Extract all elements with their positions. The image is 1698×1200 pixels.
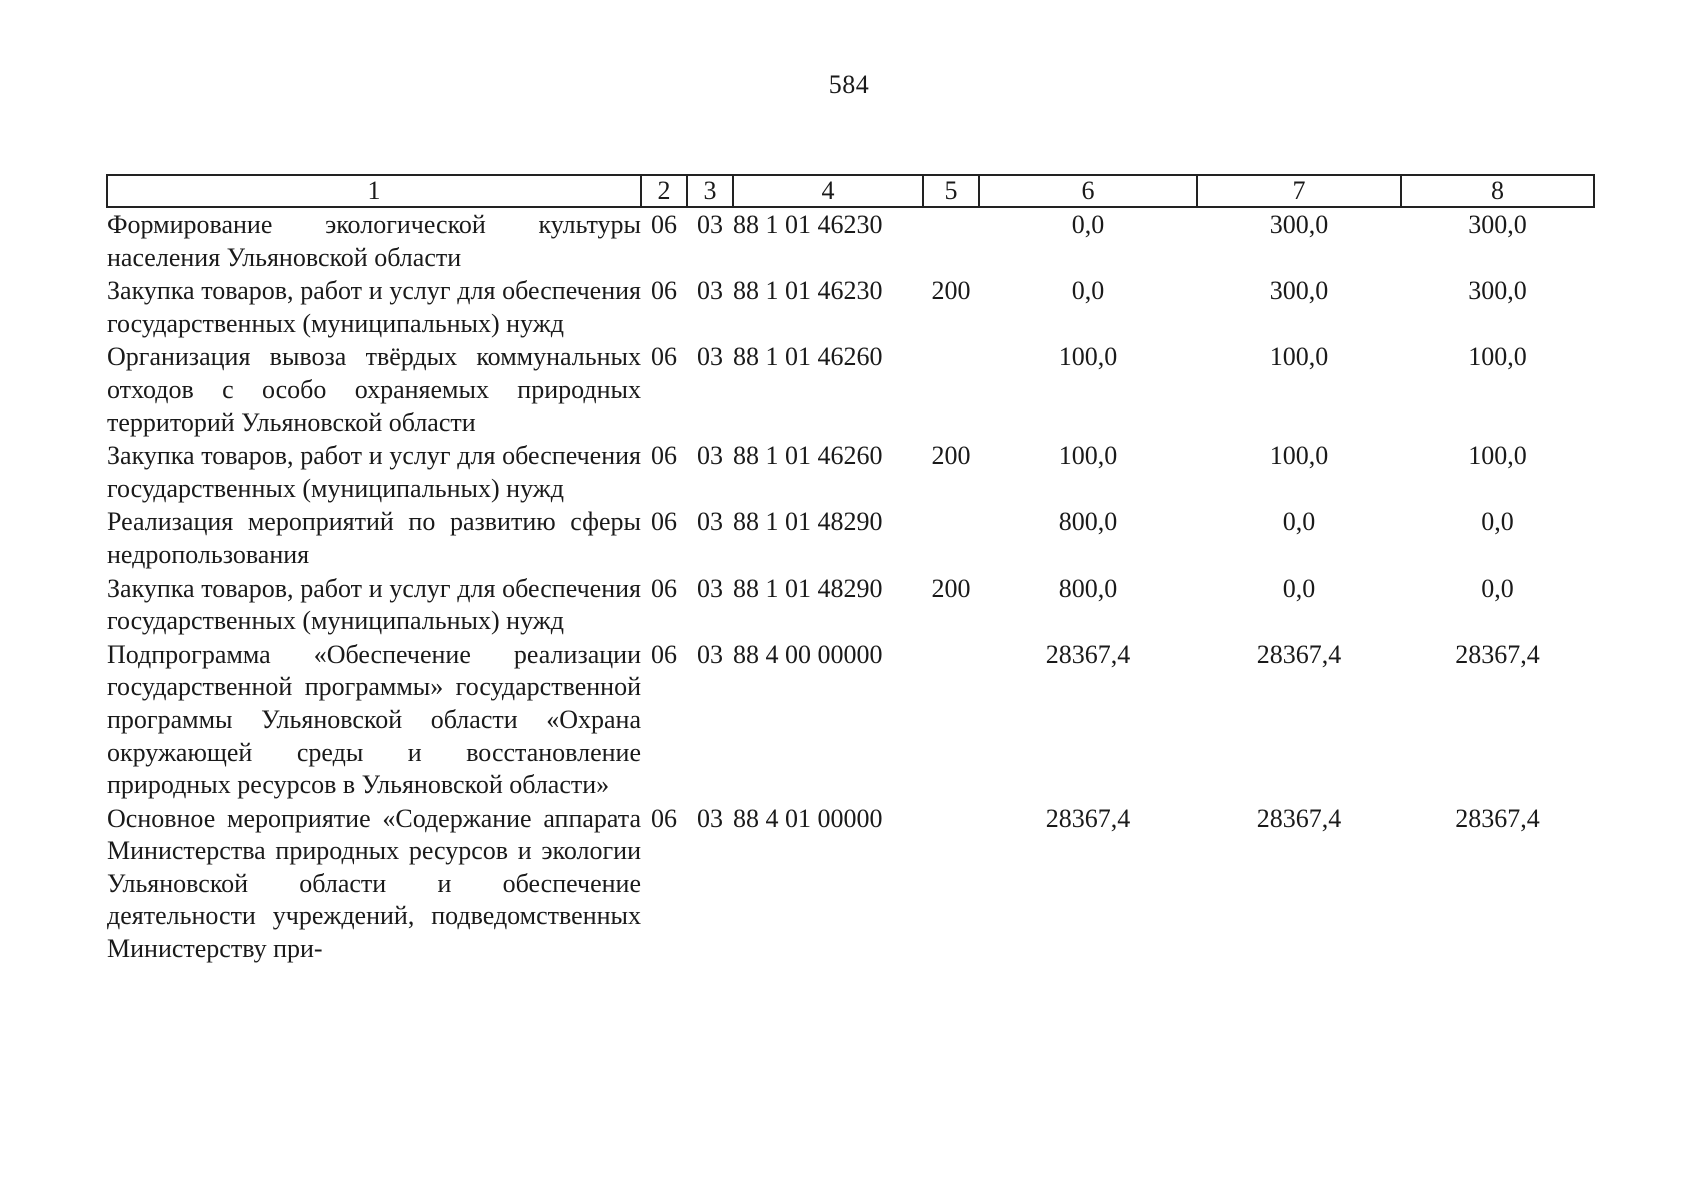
row-description: Подпрограмма «Обеспечение реализации государственной программы» государственной программы Ульяновской области «Охрана окружающей среды и восстановление природных ресурсов в Ульяновской области» <box>107 639 641 800</box>
row-section: 06 <box>651 441 677 471</box>
budget-table <box>106 174 1595 966</box>
page-number: 584 <box>828 70 870 99</box>
row-value-7: 100,0 <box>1269 441 1329 471</box>
row-value-8: 300,0 <box>1468 276 1527 306</box>
row-subsection: 03 <box>697 803 723 833</box>
row-section: 06 <box>651 639 677 669</box>
header-col-2: 2 <box>641 175 687 207</box>
header-col-5: 5 <box>923 175 979 207</box>
row-target-code: 88 1 01 46260 <box>733 342 883 372</box>
row-subsection: 03 <box>697 342 723 372</box>
row-value-7: 0,0 <box>1282 573 1316 603</box>
row-description: Основное мероприятие «Содержание аппарата Министерства природных ресурсов и экологии Ульяновской области и обеспечение деятельности учреждений, подведомственных Министерству при- <box>107 803 641 964</box>
row-value-8: 28367,4 <box>1455 803 1540 833</box>
row-expense-type <box>923 802 979 966</box>
table-row <box>107 638 1594 802</box>
row-section: 06 <box>651 210 677 239</box>
table-row <box>107 439 1594 505</box>
row-expense-type <box>923 207 979 274</box>
row-target-code: 88 1 01 46260 <box>733 441 883 471</box>
row-expense-type <box>923 505 979 571</box>
row-description: Формирование экологической культуры населения Ульяновской области <box>107 210 641 272</box>
row-value-7: 100,0 <box>1269 342 1329 372</box>
row-section: 06 <box>651 342 677 372</box>
row-subsection: 03 <box>697 210 723 239</box>
row-subsection: 03 <box>697 441 723 471</box>
row-value-7: 300,0 <box>1269 210 1329 239</box>
row-value-6: 0,0 <box>1071 210 1105 239</box>
row-value-8: 0,0 <box>1481 507 1514 537</box>
header-col-6: 6 <box>979 175 1197 207</box>
row-value-6: 800,0 <box>1058 573 1118 603</box>
row-target-code: 88 4 00 00000 <box>733 639 883 669</box>
row-value-6: 100,0 <box>1058 342 1118 372</box>
row-description: Закупка товаров, работ и услуг для обеспечения государственных (муниципальных) нужд <box>107 441 641 503</box>
header-row <box>107 175 1594 207</box>
row-target-code: 88 4 01 00000 <box>733 803 883 833</box>
row-description: Закупка товаров, работ и услуг для обеспечения государственных (муниципальных) нужд <box>107 276 641 338</box>
row-expense-type: 200 <box>931 276 971 306</box>
table-row <box>107 802 1594 966</box>
row-value-6: 800,0 <box>1058 507 1118 537</box>
row-value-8: 300,0 <box>1468 210 1527 239</box>
row-value-6: 0,0 <box>1071 276 1105 306</box>
table-row <box>107 274 1594 340</box>
header-col-4: 4 <box>733 175 923 207</box>
row-target-code: 88 1 01 48290 <box>733 573 883 603</box>
table-row <box>107 207 1594 274</box>
row-value-8: 100,0 <box>1468 441 1527 471</box>
row-expense-type: 200 <box>931 573 971 603</box>
row-value-7: 0,0 <box>1282 507 1316 537</box>
table-row <box>107 572 1594 638</box>
row-value-7: 300,0 <box>1269 276 1329 306</box>
row-subsection: 03 <box>697 507 723 537</box>
header-col-1: 1 <box>107 175 641 207</box>
row-section: 06 <box>651 573 677 603</box>
row-description: Организация вывоза твёрдых коммунальных отходов с особо охраняемых природных территорий Ульяновской области <box>107 342 641 437</box>
header-col-8: 8 <box>1401 175 1594 207</box>
row-subsection: 03 <box>697 573 723 603</box>
table-row <box>107 505 1594 571</box>
row-value-8: 28367,4 <box>1455 639 1540 669</box>
row-value-8: 100,0 <box>1468 342 1527 372</box>
row-value-6: 28367,4 <box>1045 803 1131 833</box>
row-subsection: 03 <box>697 639 723 669</box>
row-description: Реализация мероприятий по развитию сферы недропользования <box>107 507 641 569</box>
table-row <box>107 340 1594 439</box>
row-section: 06 <box>651 507 677 537</box>
row-value-6: 100,0 <box>1058 441 1118 471</box>
row-expense-type <box>923 340 979 439</box>
row-expense-type: 200 <box>931 441 971 471</box>
row-section: 06 <box>651 803 677 833</box>
header-col-3: 3 <box>687 175 733 207</box>
row-value-8: 0,0 <box>1481 573 1514 603</box>
row-target-code: 88 1 01 46230 <box>733 210 883 239</box>
row-value-7: 28367,4 <box>1256 803 1342 833</box>
row-expense-type <box>923 638 979 802</box>
row-target-code: 88 1 01 46230 <box>733 276 883 306</box>
header-col-7: 7 <box>1197 175 1401 207</box>
row-target-code: 88 1 01 48290 <box>733 507 883 537</box>
row-value-6: 28367,4 <box>1045 639 1131 669</box>
row-subsection: 03 <box>697 276 723 306</box>
row-section: 06 <box>651 276 677 306</box>
row-value-7: 28367,4 <box>1256 639 1342 669</box>
row-description: Закупка товаров, работ и услуг для обеспечения государственных (муниципальных) нужд <box>107 573 641 636</box>
